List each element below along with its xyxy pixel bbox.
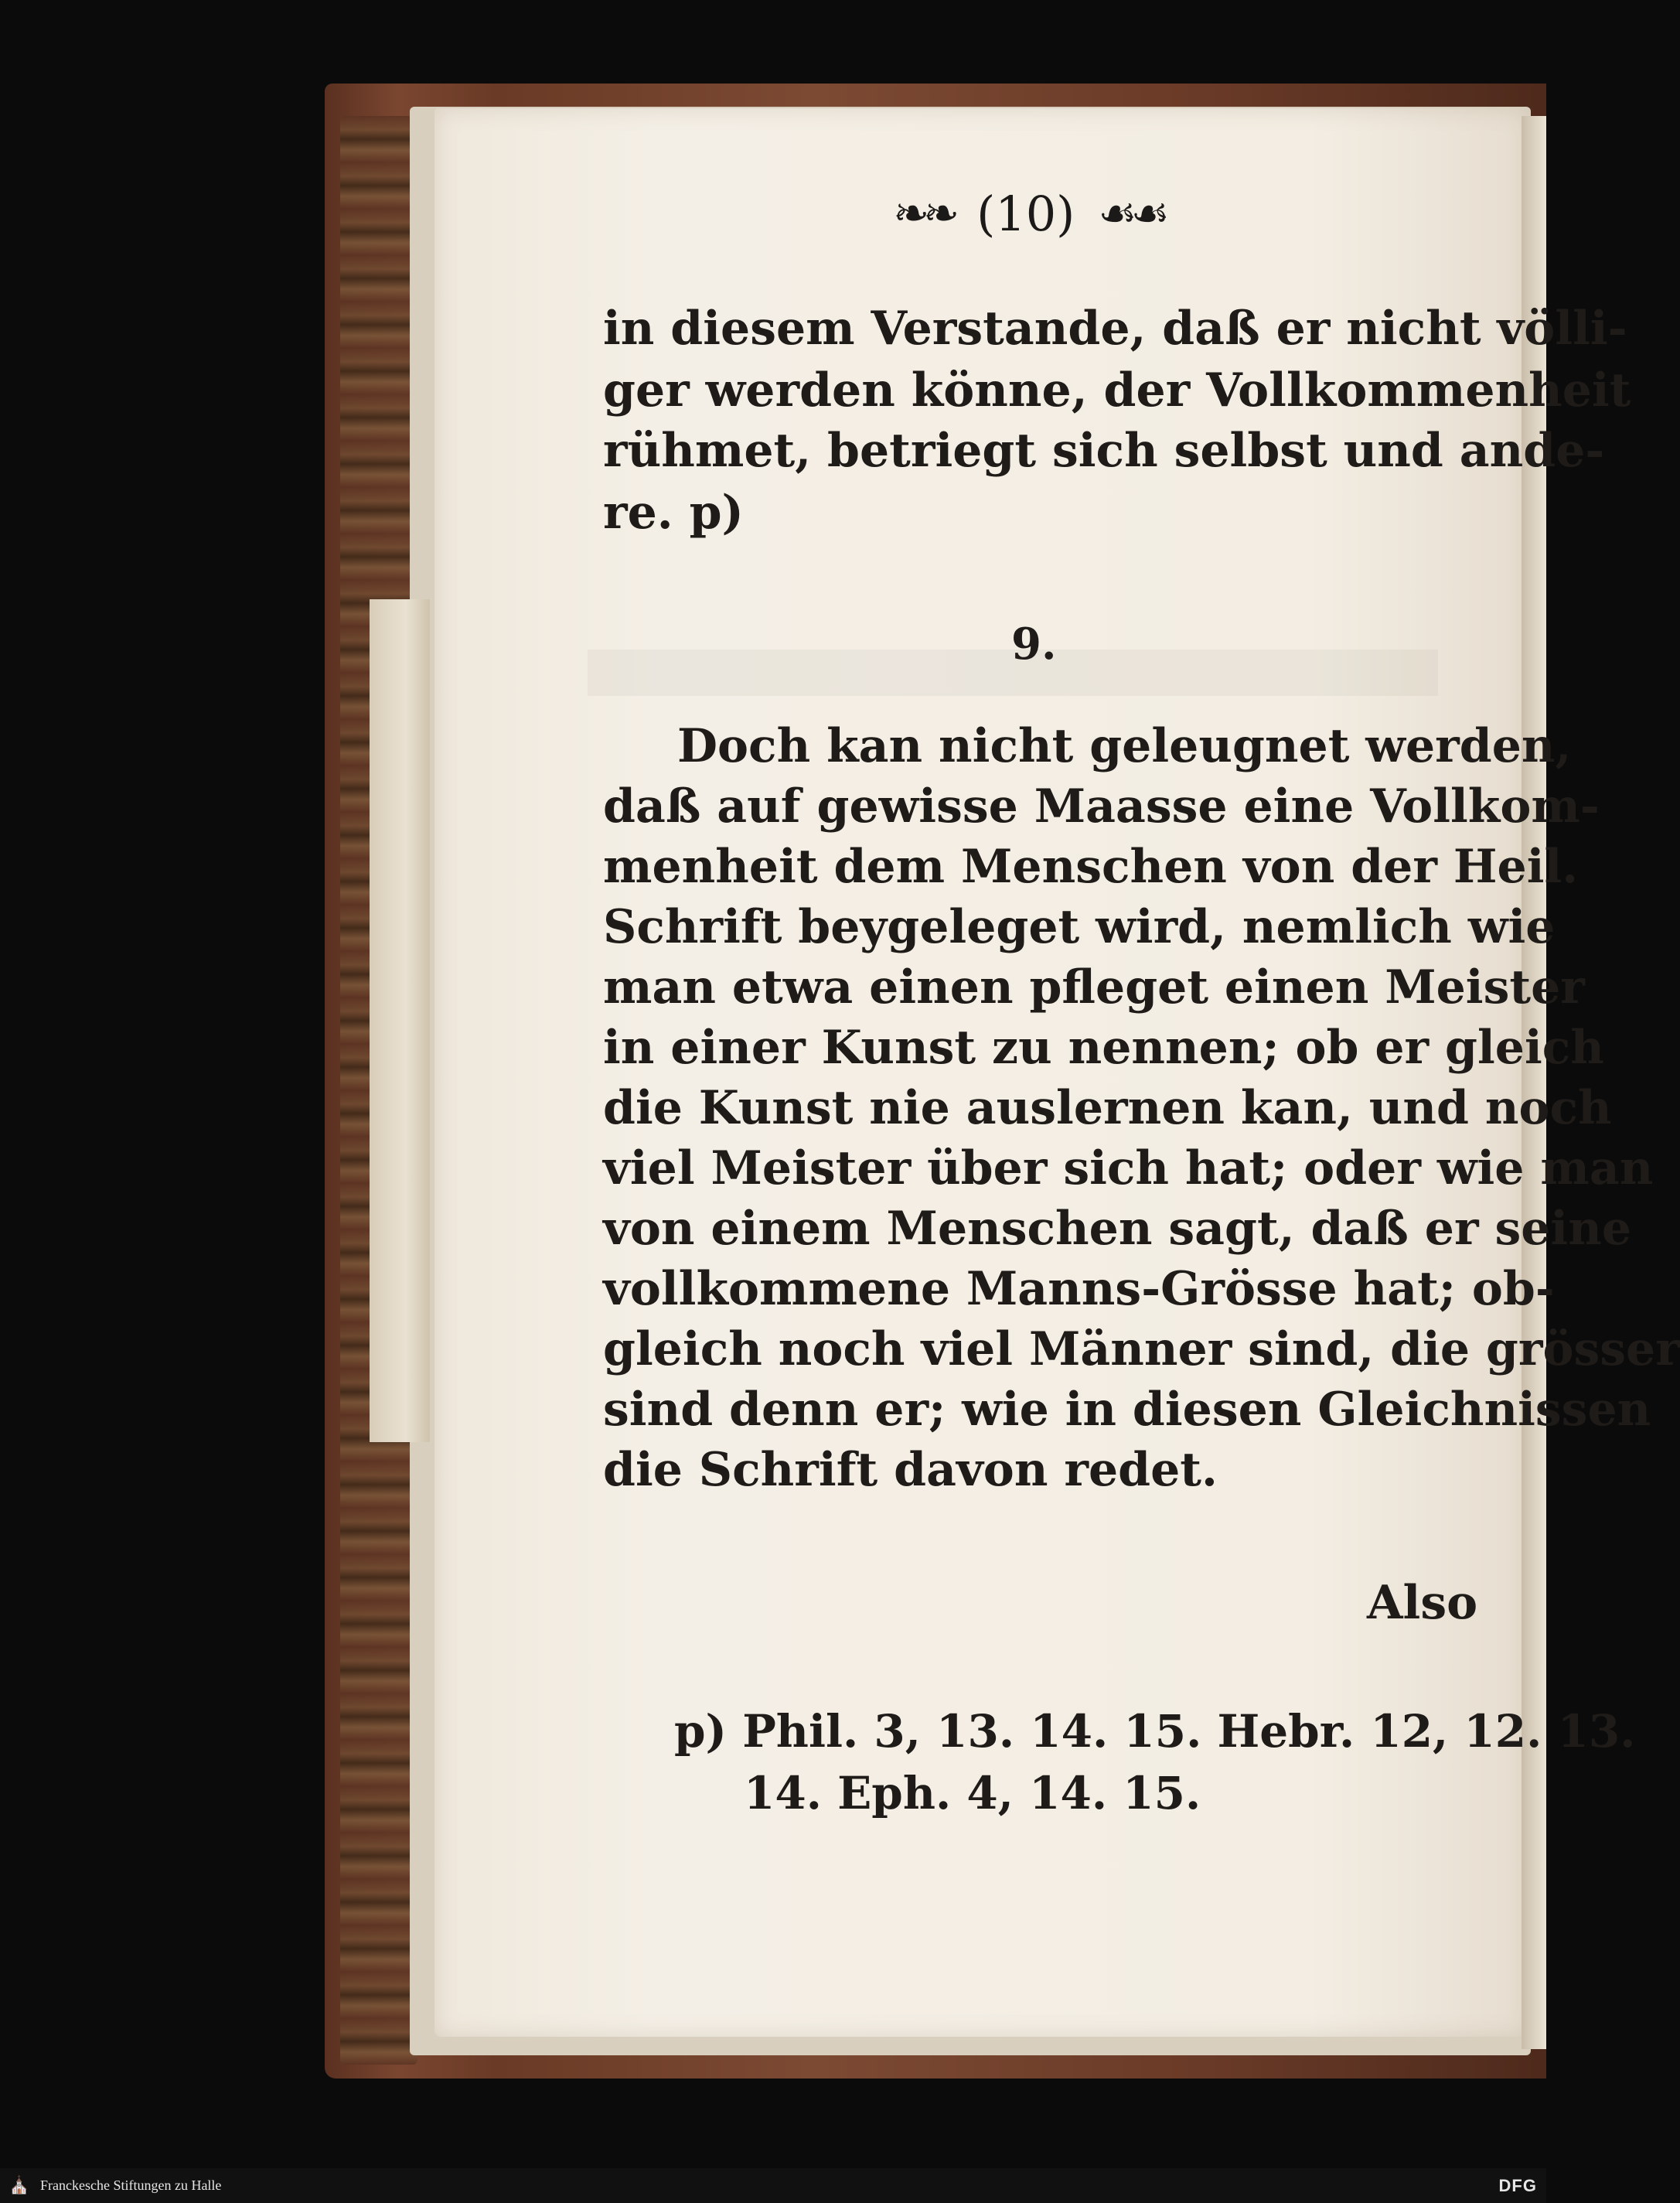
institution-credit[interactable] bbox=[6, 2173, 221, 2199]
text-line: re. p) bbox=[603, 486, 744, 540]
footnote-line: 14. Eph. 4, 14. 15. bbox=[744, 1767, 1201, 1819]
paragraph-line: die Schrift davon redet. bbox=[603, 1443, 1218, 1497]
text-line: ger werden könne, der Vollkommenheit bbox=[603, 363, 1631, 418]
paragraph-line: man etwa einen pfleget einen Meister bbox=[603, 960, 1585, 1015]
paragraph-line: viel Meister über sich hat; oder wie man bbox=[603, 1141, 1654, 1195]
paragraph-line: Doch kan nicht geleugnet werden, bbox=[677, 719, 1572, 773]
paragraph-line: daß auf gewisse Maasse eine Vollkom- bbox=[603, 779, 1600, 834]
catchword: Also bbox=[1367, 1576, 1478, 1630]
viewer-footer bbox=[0, 2168, 1546, 2203]
paragraph-line: in einer Kunst zu nennen; ob er gleich bbox=[603, 1021, 1604, 1075]
institution-crest-icon: ⛪ bbox=[9, 2176, 30, 2195]
section-number: 9. bbox=[1011, 619, 1057, 670]
paragraph-line: vollkommene Manns-Grösse hat; ob- bbox=[603, 1262, 1555, 1316]
paragraph-line: sind denn er; wie in diesen Gleichnissen bbox=[603, 1383, 1651, 1437]
ornament-left-icon: ❧❧ bbox=[893, 189, 954, 239]
text-line: rühmet, betriegt sich selbst und ande- bbox=[603, 424, 1605, 478]
paper-strip bbox=[370, 599, 430, 1442]
footnote-line: p) Phil. 3, 13. 14. 15. Hebr. 12, 12. 13. bbox=[674, 1705, 1636, 1758]
page-header bbox=[850, 179, 1206, 249]
institution-name: Franckesche Stiftungen zu Halle bbox=[40, 2177, 222, 2193]
text-line: in diesem Verstande, daß er nicht völli- bbox=[603, 302, 1627, 356]
paragraph-line: Schrift beygeleget wird, nemlich wie bbox=[603, 900, 1556, 954]
page-number: (10) bbox=[976, 186, 1075, 242]
paragraph-line: menheit dem Menschen von der Heil. bbox=[603, 840, 1579, 894]
ornament-right-icon: ☙☙ bbox=[1098, 189, 1164, 239]
dfg-logo[interactable]: DFG bbox=[1498, 2175, 1537, 2195]
paragraph-line: die Kunst nie auslernen kan, und noch bbox=[603, 1081, 1612, 1135]
paragraph-line: gleich noch viel Männer sind, die grösser bbox=[603, 1322, 1680, 1376]
paragraph-line: von einem Menschen sagt, daß er seine bbox=[603, 1202, 1631, 1256]
